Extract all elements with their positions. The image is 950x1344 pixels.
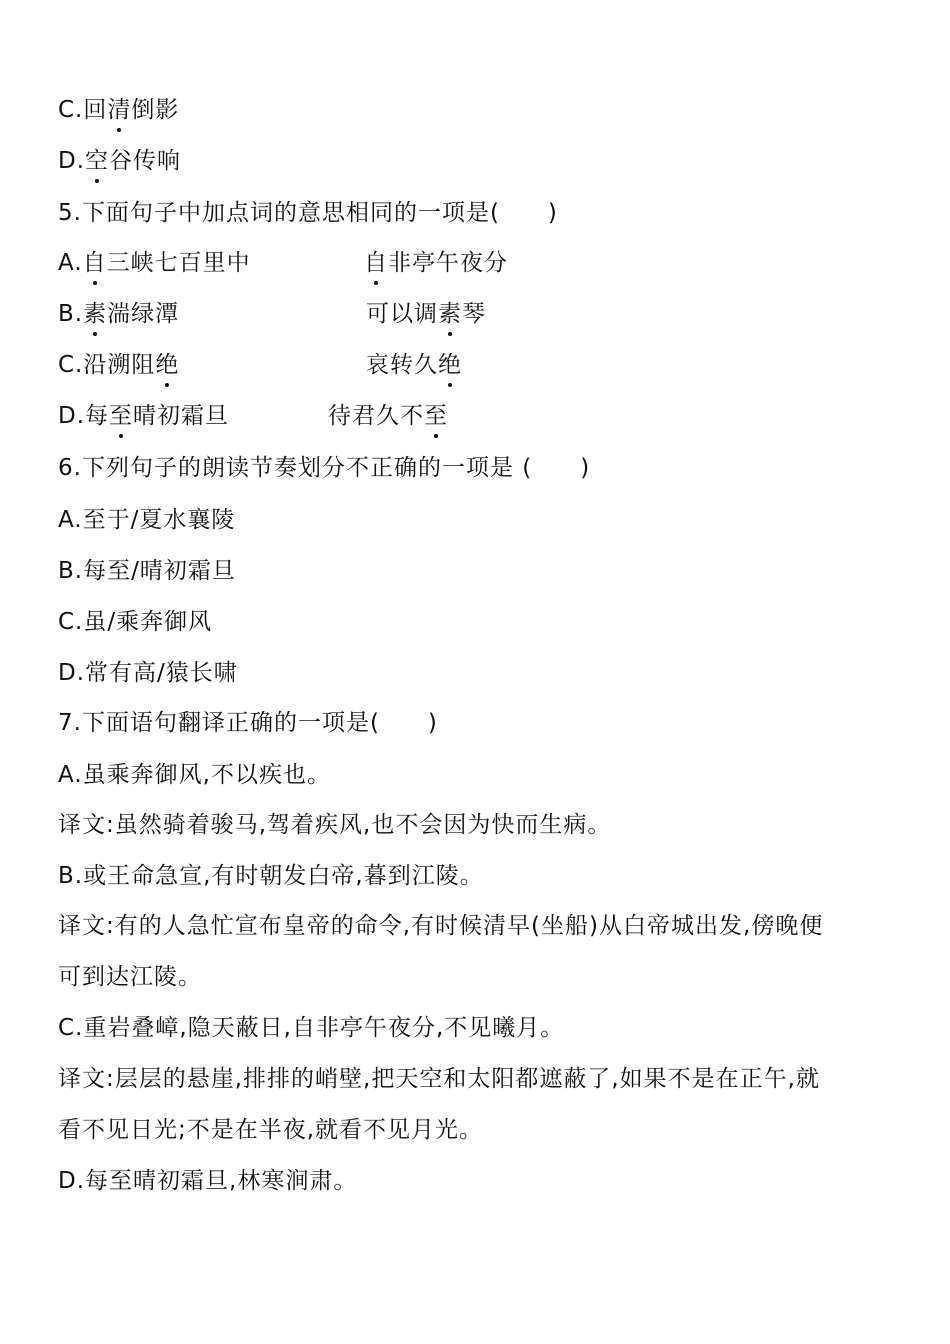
q7-option-a: A.虽乘奔御风,不以疾也。 [58,762,331,788]
q6-stem: 6.下列句子的朗读节奏划分不正确的一项是 ( ) [58,455,591,481]
emphasis-dot-char: 素 [83,301,108,327]
q5-option-d: D.每至晴初霜旦 待君久不至 [58,403,448,429]
q7-option-b-translation: 译文:有的人急忙宣布皇帝的命令,有时候清早(坐船)从白帝城出发,傍晚便 [58,913,824,939]
q7-option-b-translation-cont: 可到达江陵。 [58,964,202,990]
q5-option-d-pair: 待君久不至 [328,403,448,429]
q7-option-b: B.或王命急宣,有时朝发白帝,暮到江陵。 [58,863,484,889]
q5-option-b-pair: 可以调素琴 [366,301,486,327]
q7-option-a-translation: 译文:虽然骑着骏马,驾着疾风,也不会因为快而生病。 [58,812,612,838]
q4-option-c: C.回清倒影 [58,97,180,123]
q7-stem: 7.下面语句翻译正确的一项是( ) [58,710,438,736]
q7-option-c-translation: 译文:层层的悬崖,排排的峭壁,把天空和太阳都遮蔽了,如果不是在正午,就 [58,1066,820,1092]
emphasis-dot-char: 空 [85,148,110,174]
q6-option-b: B.每至/晴初霜旦 [58,558,236,584]
emphasis-dot-char: 至 [424,403,448,429]
q7-option-c-translation-cont: 看不见日光;不是在半夜,就看不见月光。 [58,1117,484,1143]
q5-option-c: C.沿溯阻绝 哀转久绝 [58,352,462,378]
q6-option-c: C.虽/乘奔御风 [58,609,213,635]
q6-option-d: D.常有高/猿长啸 [58,660,238,686]
q7-option-c: C.重岩叠嶂,隐天蔽日,自非亭午夜分,不见曦月。 [58,1015,565,1041]
q7-option-d: D.每至晴初霜旦,林寒涧肃。 [58,1168,358,1194]
emphasis-dot-char: 自 [364,250,388,276]
q5-option-a-pair: 自非亭午夜分 [364,250,508,276]
q4-option-d: D.空谷传响 [58,148,182,174]
emphasis-dot-char: 自 [82,250,107,276]
emphasis-dot-char: 素 [438,301,462,327]
emphasis-dot-char: 绝 [155,352,180,378]
q5-option-c-pair: 哀转久绝 [366,352,462,378]
emphasis-dot-char: 清 [107,97,132,123]
q5-stem: 5.下面句子中加点词的意思相同的一项是( ) [58,200,558,226]
q5-option-a: A.自三峡七百里中 自非亭午夜分 [58,250,508,276]
q6-option-a: A.至于/夏水襄陵 [58,507,236,533]
emphasis-dot-char: 绝 [438,352,462,378]
emphasis-dot-char: 至 [109,403,134,429]
q5-option-b: B.素湍绿潭 可以调素琴 [58,301,486,327]
